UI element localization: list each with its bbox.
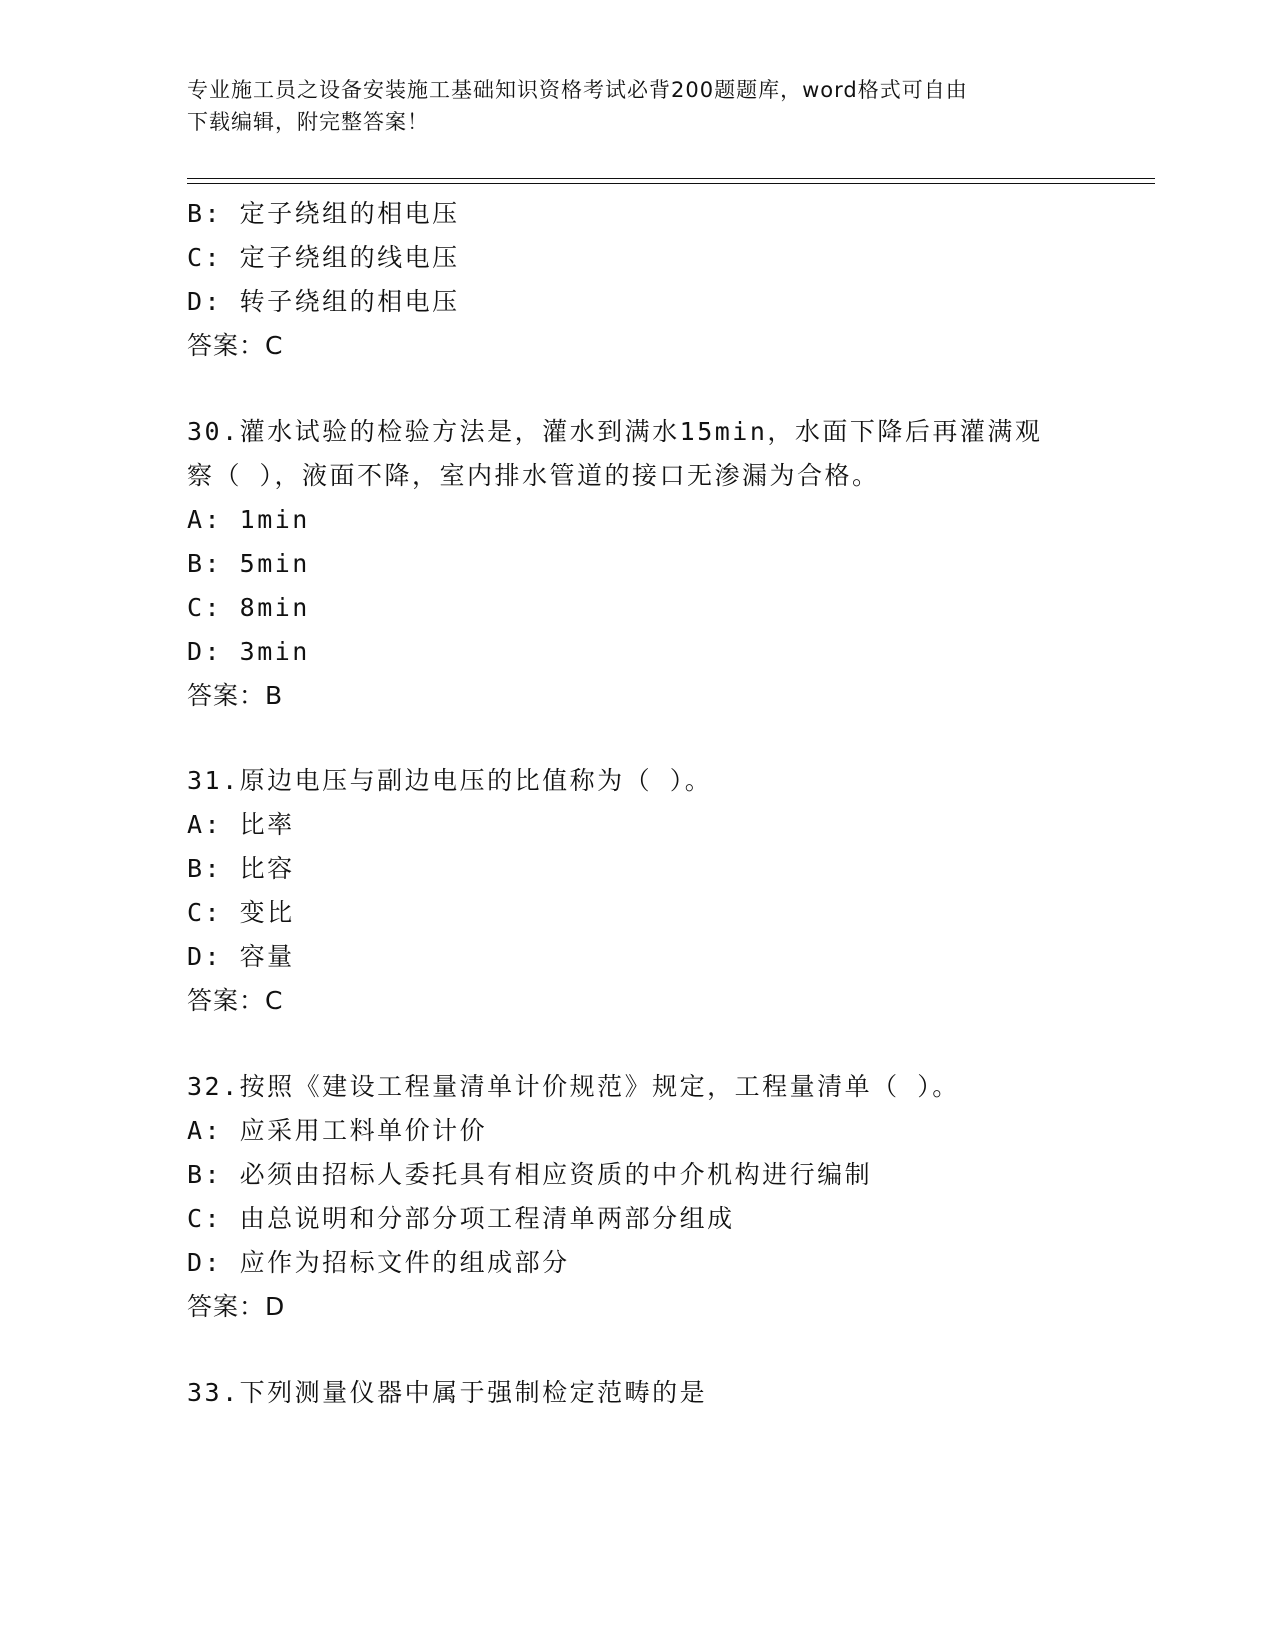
document-header (187, 74, 1067, 138)
prev-question-option-b: B: 定子绕组的相电压 (187, 199, 460, 228)
q32-option-c: C: 由总说明和分部分项工程清单两部分组成 (187, 1204, 735, 1233)
q33-stem: 33.下列测量仪器中属于强制检定范畴的是 (187, 1378, 708, 1407)
q31-option-c: C: 变比 (187, 898, 295, 927)
q32-option-b: B: 必须由招标人委托具有相应资质的中介机构进行编制 (187, 1160, 873, 1189)
header-title-line-1: 专业施工员之设备安装施工基础知识资格考试必背200题题库，word格式可自由 (187, 78, 968, 102)
q32-answer: 答案：D (187, 1292, 286, 1321)
q31-option-d: D: 容量 (187, 942, 295, 971)
q31-stem: 31.原边电压与副边电压的比值称为（ ）。 (187, 766, 713, 795)
q30-option-b: B: 5min (187, 549, 310, 578)
q32-option-a: A: 应采用工料单价计价 (187, 1116, 488, 1145)
q30-stem-line-2: 察（ ），液面不降，室内排水管道的接口无渗漏为合格。 (187, 461, 880, 490)
q30-answer: 答案：B (187, 681, 284, 710)
q31-option-a: A: 比率 (187, 810, 295, 839)
q30-option-d: D: 3min (187, 637, 310, 666)
prev-question-answer: 答案：C (187, 331, 284, 360)
q32-stem: 32.按照《建设工程量清单计价规范》规定，工程量清单（ ）。 (187, 1072, 960, 1101)
header-divider-bottom (187, 183, 1155, 184)
header-title-line-2: 下载编辑，附完整答案！ (187, 110, 429, 134)
q31-option-b: B: 比容 (187, 854, 295, 883)
q30-option-c: C: 8min (187, 593, 310, 622)
q31-answer: 答案：C (187, 986, 284, 1015)
q30-stem-line-1: 30.灌水试验的检验方法是，灌水到满水15min，水面下降后再灌满观 (187, 417, 1043, 446)
header-divider-top (187, 178, 1155, 179)
prev-question-option-d: D: 转子绕组的相电压 (187, 287, 460, 316)
prev-question-option-c: C: 定子绕组的线电压 (187, 243, 460, 272)
q30-option-a: A: 1min (187, 505, 310, 534)
q32-option-d: D: 应作为招标文件的组成部分 (187, 1248, 570, 1277)
